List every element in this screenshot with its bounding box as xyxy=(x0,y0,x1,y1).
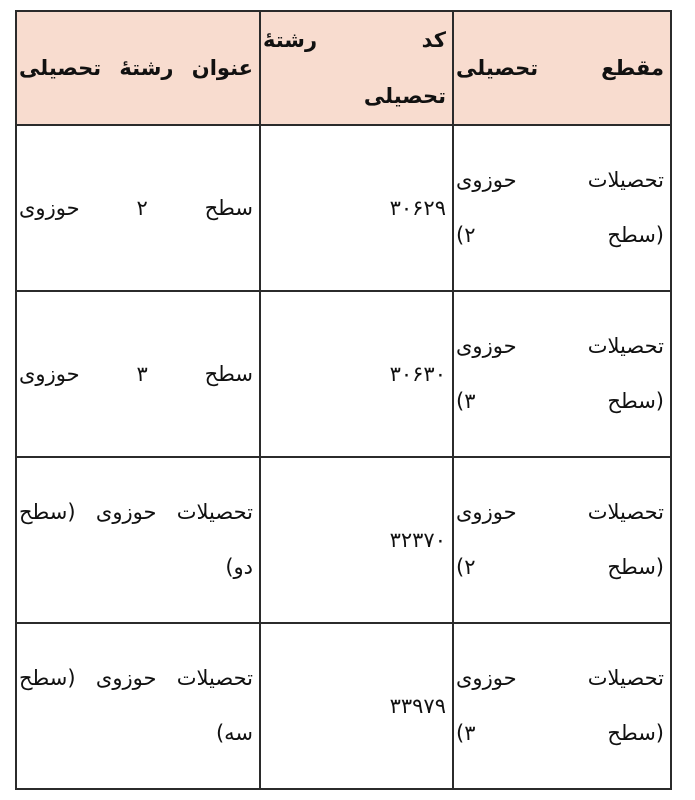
header-level: مقطع تحصیلی xyxy=(453,11,671,125)
cell-level: تحصیلات حوزوی (سطح ۳) xyxy=(453,291,671,457)
cell-title: تحصیلات حوزوی (سطح دو) xyxy=(16,457,260,623)
education-table xyxy=(15,10,672,790)
table-header xyxy=(16,11,671,125)
cell-title: سطح ۲ حوزوی xyxy=(16,125,260,291)
cell-level: تحصیلات حوزوی (سطح ۳) xyxy=(453,623,671,789)
cell-code: ۳۰۶۲۹ xyxy=(260,125,453,291)
table-body xyxy=(16,125,671,789)
cell-title: تحصیلات حوزوی (سطح سه) xyxy=(16,623,260,789)
table-row xyxy=(16,291,671,457)
cell-code: ۳۳۹۷۹ xyxy=(260,623,453,789)
cell-level: تحصیلات حوزوی (سطح ۲) xyxy=(453,125,671,291)
header-row xyxy=(16,11,671,125)
cell-level: تحصیلات حوزوی (سطح ۲) xyxy=(453,457,671,623)
header-code: کد رشتهٔ تحصیلی xyxy=(260,11,453,125)
cell-title: سطح ۳ حوزوی xyxy=(16,291,260,457)
cell-code: ۳۲۳۷۰ xyxy=(260,457,453,623)
table-row xyxy=(16,457,671,623)
header-title: عنوان رشتهٔ تحصیلی xyxy=(16,11,260,125)
cell-code: ۳۰۶۳۰ xyxy=(260,291,453,457)
table-row xyxy=(16,623,671,789)
table-row xyxy=(16,125,671,291)
